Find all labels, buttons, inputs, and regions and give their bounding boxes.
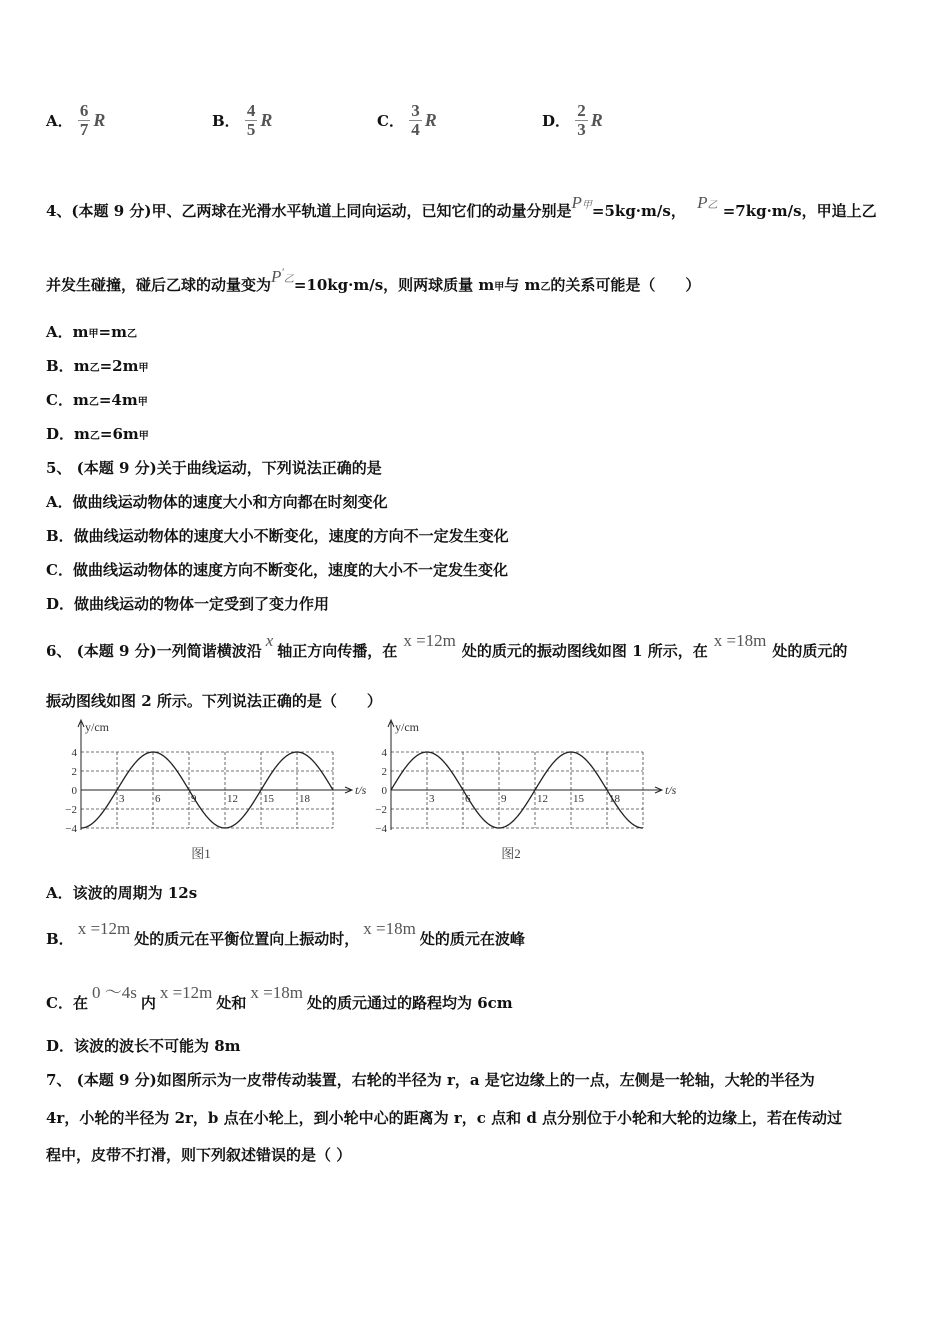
q7-stem-line3: 程中，皮带不打滑，则下列叙述错误的是（ ） <box>46 1146 352 1164</box>
x-tick-label: 6 <box>155 793 161 805</box>
y-tick-label: −4 <box>65 823 77 835</box>
q3-option-letter: C． <box>377 112 404 130</box>
q3-option-d[interactable]: D． $\frac{2}{3}$ R <box>542 101 603 139</box>
q4-option-d[interactable]: D．m乙=6m甲 <box>46 425 149 443</box>
x-tick-label: 12 <box>537 793 548 805</box>
q6-option-c[interactable]: C．在0 ～4s内x =12m处和x =18m处的质元通过的路程均为 6cm <box>46 983 513 1012</box>
q5-option-a[interactable]: A．做曲线运动物体的速度大小和方向都在时刻变化 <box>46 493 388 511</box>
fraction: $\frac{3}{4}$ <box>411 101 420 139</box>
x-tick-label: 3 <box>119 793 125 805</box>
q5-stem: 5、 (本题 9 分)关于曲线运动，下列说法正确的是 <box>46 459 382 477</box>
q5-option-b[interactable]: B．做曲线运动物体的速度大小不断变化，速度的方向不一定发生变化 <box>46 527 509 545</box>
y-tick-label: 2 <box>71 766 77 778</box>
q6-stem-line2: 振动图线如图 2 所示。下列说法正确的是（ ） <box>46 692 382 710</box>
y-tick-label: −4 <box>375 823 387 835</box>
y-tick-label: 4 <box>71 747 77 759</box>
y-axis-label: y/cm <box>85 720 109 734</box>
y-tick-label: 2 <box>381 766 387 778</box>
x-tick-label: 9 <box>501 793 507 805</box>
q4-stem-line2: 并发生碰撞，碰后乙球的动量变为P′乙=10kg·m/s，则两球质量 m甲与 m乙的关系可能是（ ） <box>46 266 701 294</box>
y-axis-label: y/cm <box>395 720 419 734</box>
x-tick-label: 18 <box>299 793 310 805</box>
q3-option-b[interactable]: B． $\frac{4}{5}$ R <box>212 101 273 139</box>
q3-option-c[interactable]: C． $\frac{3}{4}$ R <box>377 101 437 139</box>
figure-1-chart <box>56 718 376 866</box>
q4-stem-line1: 4、(本题 9 分)甲、乙两球在光滑水平轨道上同向运动，已知它们的动量分别是P甲=5kg·m/s， P乙 =7kg·m/s，甲追上乙 <box>46 193 877 220</box>
figure-2-chart <box>366 718 686 866</box>
fraction: $\frac{4}{5}$ <box>246 101 256 139</box>
x-tick-label: 15 <box>573 793 584 805</box>
x-tick-label: 6 <box>465 793 471 805</box>
q6-stem-line1: 6、 (本题 9 分)一列简谐横波沿x轴正方向传播，在x =12m处的质元的振动图线如图 1 所示，在x =18m处的质元的 <box>46 631 848 660</box>
q5-option-d[interactable]: D．做曲线运动的物体一定受到了变力作用 <box>46 595 330 613</box>
x-axis-label: t/s <box>665 783 677 797</box>
figure-caption: 图2 <box>501 846 521 861</box>
x-tick-label: 12 <box>227 793 238 805</box>
x-tick-label: 18 <box>609 793 620 805</box>
q6-option-d[interactable]: D．该波的波长不可能为 8m <box>46 1037 241 1055</box>
y-tick-label: −2 <box>375 804 387 816</box>
q3-option-letter: B． <box>212 112 240 130</box>
x-tick-label: 15 <box>263 793 274 805</box>
y-tick-label: 4 <box>381 747 387 759</box>
q6-option-b[interactable]: B．x =12m处的质元在平衡位置向上振动时，x =18m处的质元在波峰 <box>46 919 525 948</box>
q7-stem-line1: 7、 (本题 9 分)如图所示为一皮带传动装置，右轮的半径为 r，a 是它边缘上的一点，左侧是一轮轴，大轮的半径为 <box>46 1071 815 1089</box>
figure-caption: 图1 <box>191 846 211 861</box>
q4-option-b[interactable]: B．m乙=2m甲 <box>46 357 149 375</box>
x-tick-label: 9 <box>191 793 197 805</box>
y-tick-label: −2 <box>65 804 77 816</box>
q6-option-a[interactable]: A．该波的周期为 12s <box>46 884 198 902</box>
q3-option-a[interactable]: A． $\frac{6}{7}$ R <box>46 101 106 139</box>
fraction: $\frac{6}{7}$ <box>79 101 89 139</box>
q7-stem-line2: 4r，小轮的半径为 2r，b 点在小轮上，到小轮中心的距离为 r，c 点和 d 点分别位于小轮和大轮的边缘上，若在传动过 <box>46 1109 843 1127</box>
x-tick-label: 3 <box>429 793 435 805</box>
q5-option-c[interactable]: C．做曲线运动物体的速度方向不断变化，速度的大小不一定发生变化 <box>46 561 508 579</box>
q3-option-letter: D． <box>542 112 571 130</box>
y-tick-label: 0 <box>71 785 77 797</box>
y-tick-label: 0 <box>381 785 387 797</box>
q4-option-a[interactable]: A．m甲=m乙 <box>46 323 137 341</box>
x-axis-label: t/s <box>355 783 367 797</box>
q3-option-letter: A． <box>46 112 73 130</box>
fraction: $\frac{2}{3}$ <box>577 101 586 139</box>
q4-option-c[interactable]: C．m乙=4m甲 <box>46 391 148 409</box>
